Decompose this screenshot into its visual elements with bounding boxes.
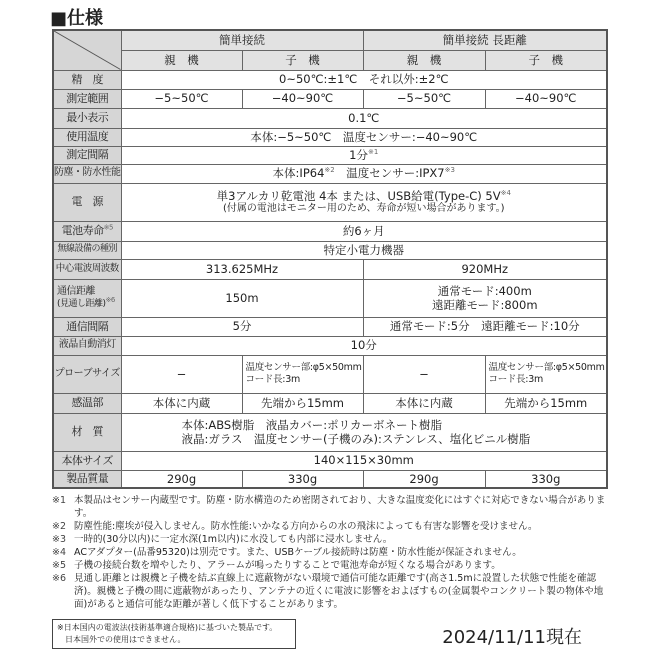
table-row: 通信間隔 5分 通常モード:5分 遠距離モード:10分 <box>53 317 607 336</box>
table-row: 最小表示 0.1℃ <box>53 108 607 128</box>
bottom-row <box>52 619 582 649</box>
footnotes <box>52 494 608 611</box>
spec-table <box>52 29 608 489</box>
table-row: 感温部 本体に内蔵 先端から15mm 本体に内蔵 先端から15mm <box>53 393 607 413</box>
table-row: 中心電波周波数 313.625MHz 920MHz <box>53 259 607 279</box>
footnote: ※4 ACアダプター(品番95320)は別売です。また、USBケーブル接続時は防塵・防水性能が保証されません。 <box>52 547 522 558</box>
table-row: 防塵・防水性能 本体:IP64$^{※2}$ 温度センサー:IPX7$^{※3}$ <box>53 164 607 183</box>
table-row: 測定範囲 −5~50℃ −40~90℃ −5~50℃ −40~90℃ <box>53 89 607 108</box>
sub-header: 子 機 <box>242 50 363 70</box>
group-header: 簡単接続 長距離 <box>363 30 607 50</box>
radio-law-notice: ※日本国内の電波法(技術基準適合規格)に基づいた製品です。 日本国外での使用はできません。 <box>52 619 296 649</box>
footnote: ※1 本製品はセンサー内蔵型です。防塵・防水構造のため密閉されており、大きな温度変化にはすぐに対応できない場合があります。 <box>52 495 606 519</box>
table-row: プローブサイズ − 温度センサー部:φ5×50mm コード長:3m − 温度センサー部:φ5×50mm コード長:3m <box>53 355 607 393</box>
table-row: 通信距離 (見通し距離)$^{※6}$ 150m 通常モード:400m 遠距離モード:800m <box>53 279 607 317</box>
footnote: ※5 子機の接続台数を増やしたり、アラームが鳴ったりすることで電池寿命が短くなる場合があります。 <box>52 560 501 571</box>
sub-header: 親 機 <box>363 50 485 70</box>
table-row: 測定間隔 1分$^{※1}$ <box>53 146 607 164</box>
as-of-date: 2024/11/11現在 <box>442 627 582 648</box>
content <box>52 29 608 649</box>
footnote: ※3 一時的(30分以内)に一定水深(1m以内)に水没しても内部に浸水しません。 <box>52 534 393 545</box>
footnote: ※6 見通し距離とは親機と子機を結ぶ直線上に遮蔽物がない環境で通信可能な距離です(高さ1.5mに設置した状態で性能を確認済)。親機と子機の間に遮蔽物があったり、アンテナの近くに電波に影響をおよぼすもの(金属製やコンクリート製の物体や地面)があると通信可能な距離が著しく低下することがあります。 <box>52 573 604 610</box>
table-row: 精 度 0~50℃:±1℃ それ以外:±2℃ <box>53 70 607 89</box>
sub-header: 子 機 <box>485 50 607 70</box>
table-row: 材 質 本体:ABS樹脂 液晶カバー:ポリカーボネート樹脂 液晶:ガラス 温度センサー(子機のみ):ステンレス、塩化ビニル樹脂 <box>53 413 607 451</box>
table-row: 液晶自動消灯 10分 <box>53 336 607 355</box>
footnote: ※2 防塵性能:塵埃が侵入しません。防水性能:いかなる方向からの水の飛沫によっても有害な影響を受けません。 <box>52 521 538 532</box>
group-header: 簡単接続 <box>121 30 363 50</box>
sub-header: 親 機 <box>121 50 242 70</box>
table-row: 使用温度 本体:−5~50℃ 温度センサー:−40~90℃ <box>53 128 607 146</box>
table-row: 電 源 単3アルカリ乾電池 4本 または、USB給電(Type-C) $5V^{※4}$ (付属の電池はモニター用のため、寿命が短い場合があります。) <box>53 183 607 221</box>
table-row: 製品質量 290g 330g 290g 330g <box>53 470 607 488</box>
corner-cell <box>53 30 121 70</box>
table-row: 電池寿命$^{※5}$ 約6ヶ月 <box>53 221 607 241</box>
table-row: 本体サイズ 140×115×30mm <box>53 451 607 470</box>
section-title: ■仕様 <box>50 8 104 29</box>
table-row: 無線設備の種別 特定小電力機器 <box>53 241 607 259</box>
